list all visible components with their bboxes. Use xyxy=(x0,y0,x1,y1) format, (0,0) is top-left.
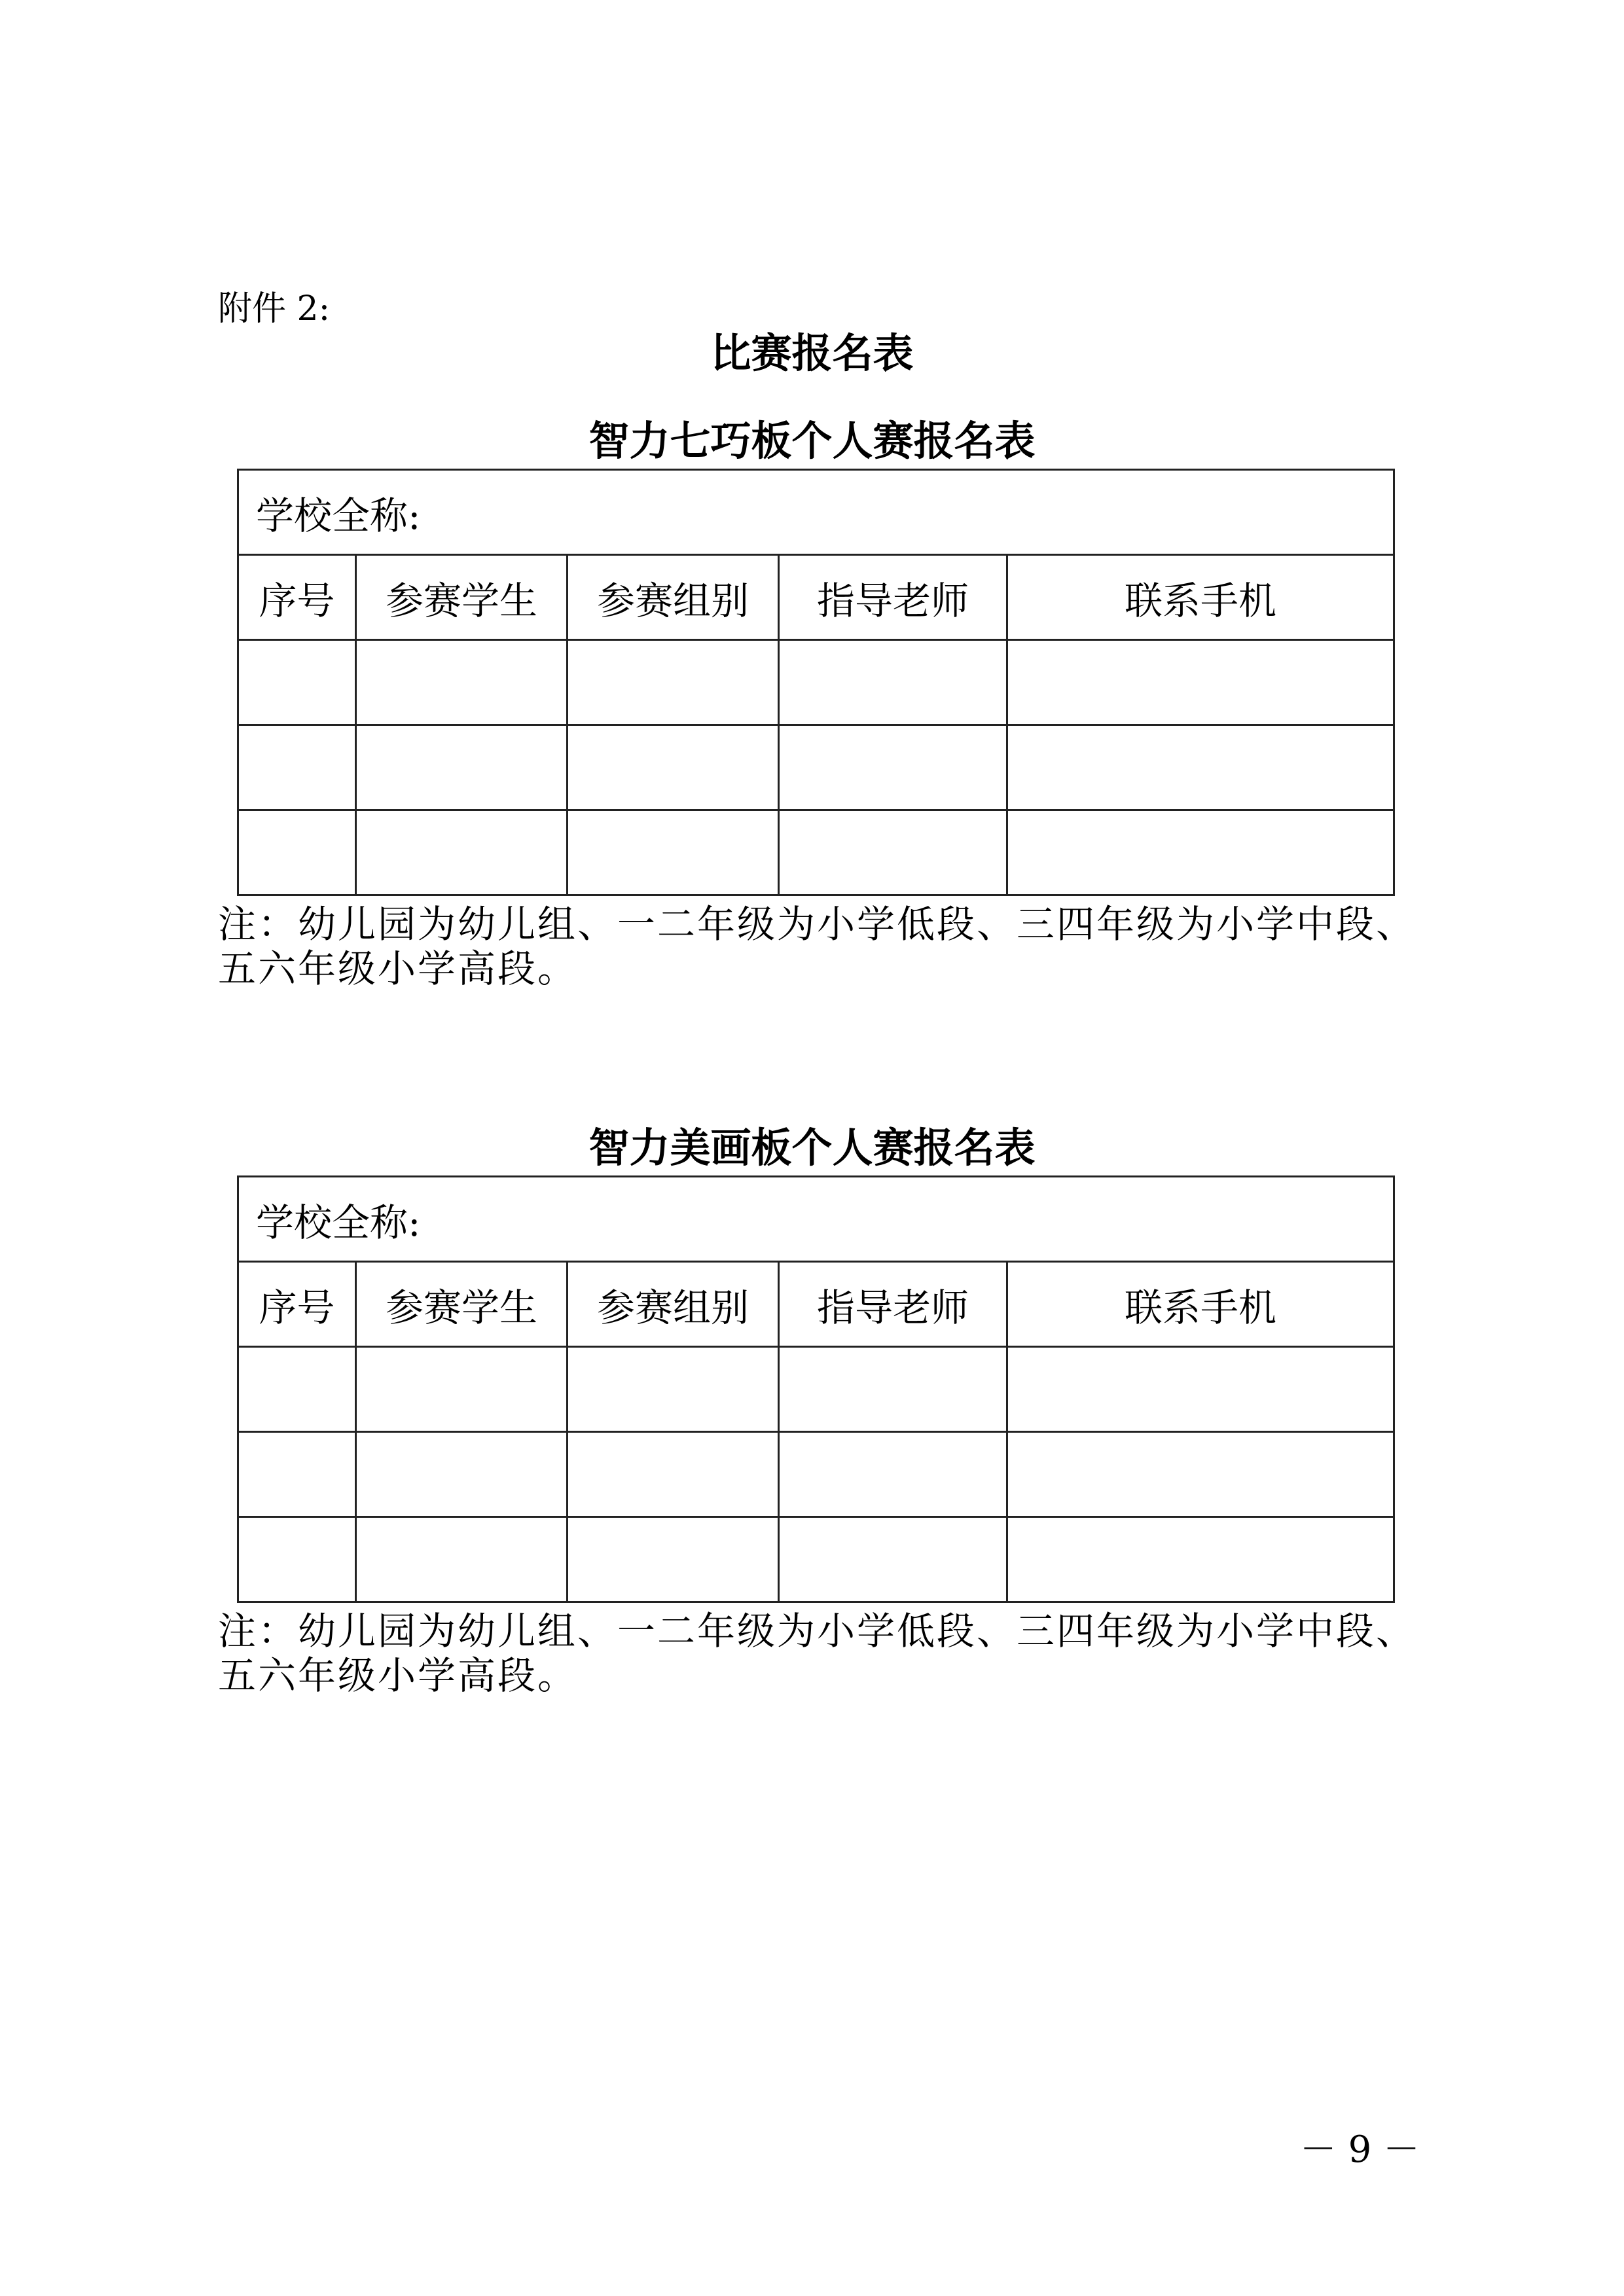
cell-student[interactable] xyxy=(356,1517,568,1602)
registration-table-tangram xyxy=(237,469,1395,896)
cell-seq[interactable] xyxy=(238,1432,356,1517)
cell-teacher[interactable] xyxy=(779,1517,1007,1602)
header-phone: 联系手机 xyxy=(1007,555,1394,640)
cell-teacher[interactable] xyxy=(779,810,1007,895)
school-row xyxy=(238,1177,1394,1262)
cell-phone[interactable] xyxy=(1007,1517,1394,1602)
cell-seq[interactable] xyxy=(238,1517,356,1602)
cell-group[interactable] xyxy=(568,810,779,895)
header-phone: 联系手机 xyxy=(1007,1262,1394,1347)
header-seq: 序号 xyxy=(238,1262,356,1347)
school-row xyxy=(238,470,1394,555)
header-row xyxy=(238,555,1394,640)
table-row xyxy=(238,725,1394,810)
cell-teacher[interactable] xyxy=(779,725,1007,810)
cell-teacher[interactable] xyxy=(779,640,1007,725)
school-name-label: 学校全称: xyxy=(256,493,421,538)
page-number: － 9 － xyxy=(1299,2128,1420,2171)
header-student: 参赛学生 xyxy=(356,555,568,640)
header-row xyxy=(238,1262,1394,1347)
section-title-drawing-board: 智力美画板个人赛报名表 xyxy=(588,1124,1036,1172)
table-row xyxy=(238,1517,1394,1602)
table-row xyxy=(238,640,1394,725)
header-student: 参赛学生 xyxy=(356,1262,568,1347)
header-teacher: 指导老师 xyxy=(779,555,1007,640)
header-group: 参赛组别 xyxy=(568,555,779,640)
cell-seq[interactable] xyxy=(238,1347,356,1432)
registration-table-drawing-board xyxy=(237,1175,1395,1603)
cell-phone[interactable] xyxy=(1007,725,1394,810)
school-name-field[interactable] xyxy=(238,470,1394,555)
note-tangram: 注：幼儿园为幼儿组、一二年级为小学低段、三四年级为小学中段、五六年级小学高段。 xyxy=(218,902,1416,991)
cell-group[interactable] xyxy=(568,1347,779,1432)
cell-seq[interactable] xyxy=(238,725,356,810)
school-name-label: 学校全称: xyxy=(256,1200,421,1245)
section-title-tangram: 智力七巧板个人赛报名表 xyxy=(588,417,1036,465)
header-group: 参赛组别 xyxy=(568,1262,779,1347)
cell-group[interactable] xyxy=(568,1432,779,1517)
cell-student[interactable] xyxy=(356,725,568,810)
cell-phone[interactable] xyxy=(1007,1347,1394,1432)
table-row xyxy=(238,1432,1394,1517)
cell-teacher[interactable] xyxy=(779,1347,1007,1432)
cell-seq[interactable] xyxy=(238,640,356,725)
cell-phone[interactable] xyxy=(1007,810,1394,895)
cell-phone[interactable] xyxy=(1007,640,1394,725)
cell-phone[interactable] xyxy=(1007,1432,1394,1517)
header-seq: 序号 xyxy=(238,555,356,640)
main-title: 比赛报名表 xyxy=(710,329,914,377)
cell-student[interactable] xyxy=(356,810,568,895)
cell-teacher[interactable] xyxy=(779,1432,1007,1517)
cell-group[interactable] xyxy=(568,725,779,810)
cell-student[interactable] xyxy=(356,1347,568,1432)
school-name-field[interactable] xyxy=(238,1177,1394,1262)
table-row xyxy=(238,810,1394,895)
cell-group[interactable] xyxy=(568,640,779,725)
table-row xyxy=(238,1347,1394,1432)
cell-seq[interactable] xyxy=(238,810,356,895)
cell-student[interactable] xyxy=(356,640,568,725)
note-drawing-board: 注：幼儿园为幼儿组、一二年级为小学低段、三四年级为小学中段、五六年级小学高段。 xyxy=(218,1609,1416,1698)
cell-group[interactable] xyxy=(568,1517,779,1602)
attachment-label: 附件 2: xyxy=(218,289,331,329)
cell-student[interactable] xyxy=(356,1432,568,1517)
header-teacher: 指导老师 xyxy=(779,1262,1007,1347)
